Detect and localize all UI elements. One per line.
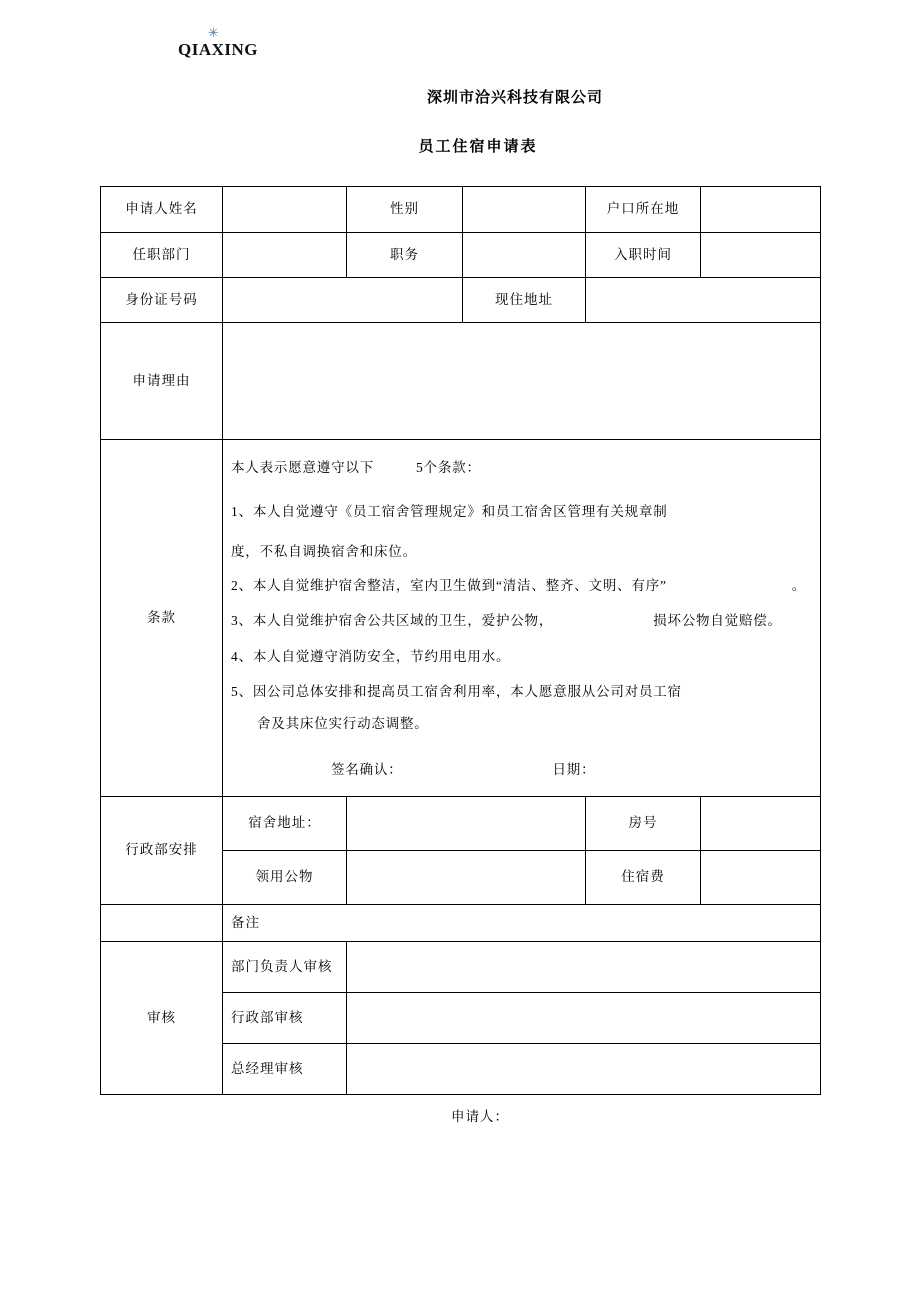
table-row-terms [101,440,821,797]
page-title: 员工住宿申请表 [418,139,538,155]
field-applicant-name[interactable] [223,187,347,233]
label-applicant-name: 申请人姓名 [101,187,223,233]
label-current-address: 现住地址 [463,278,586,323]
footer-applicant-label: 申请人： [451,1109,509,1124]
field-id-number[interactable] [223,278,463,323]
field-gender[interactable] [463,187,586,233]
label-position: 职务 [347,233,463,278]
label-remarks[interactable]: 备注 [223,905,821,942]
label-terms-section: 条款 [101,440,223,797]
term-item-3 [231,612,812,630]
terms-content [223,440,821,797]
label-admin-section: 行政部安排 [101,797,223,905]
table-row [101,323,821,440]
field-residence-place[interactable] [701,187,821,233]
label-application-reason: 申请理由 [101,323,223,440]
field-admin-dept-review[interactable] [347,993,821,1044]
label-admin-dept-review: 行政部审核 [223,993,347,1044]
star-icon: ✳ [208,26,219,41]
table-row [101,233,821,278]
table-row [101,797,821,851]
term-item-2-text: 2、本人自觉维护宿舍整洁，室内卫生做到“清洁、整齐、文明、有序” [231,578,667,594]
remarks-spacer [101,905,223,942]
label-residence-place: 户口所在地 [586,187,701,233]
term-item-1-line-2: 度，不私自调换宿舍和床位。 [231,543,417,559]
field-room-number[interactable] [701,797,821,851]
term-item-2 [231,577,812,595]
label-department: 任职部门 [101,233,223,278]
field-accommodation-fee[interactable] [701,851,821,905]
field-department[interactable] [223,233,347,278]
field-dorm-address[interactable] [347,797,586,851]
label-accommodation-fee: 住宿费 [586,851,701,905]
term-item-1-line-1: 1、本人自觉遵守《员工宿舍管理规定》和员工宿舍区管理有关规章制 [231,503,668,519]
term-item-4: 4、本人自觉遵守消防安全，节约用电用水。 [231,648,511,664]
term-item-5-line-2: 舍及其床位实行动态调整。 [257,716,429,732]
term-item-3-part-1: 3、本人自觉维护宿舍公共区域的卫生，爱护公物， [231,613,554,629]
label-issued-items: 领用公物 [223,851,347,905]
terms-intro [231,459,812,477]
company-logo [178,28,338,60]
label-dorm-address: 宿舍地址： [223,797,347,851]
field-current-address[interactable] [586,278,821,323]
field-application-reason[interactable] [223,323,821,440]
label-id-number: 身份证号码 [101,278,223,323]
field-general-manager-review[interactable] [347,1044,821,1095]
terms-intro-prefix: 本人表示愿意遵守以下 [231,459,374,475]
label-general-manager-review: 总经理审核 [223,1044,347,1095]
term-item-3-part-2: 损坏公物自觉赔偿。 [653,613,782,629]
field-department-head-review[interactable] [347,942,821,993]
term-item-5-line-1: 5、因公司总体安排和提高员工宿舍利用率，本人愿意服从公司对员工宿 [231,683,682,699]
label-entry-date: 入职时间 [586,233,701,278]
table-row [101,905,821,942]
logo-wordmark: QIAXING [178,40,259,59]
terms-intro-suffix: 5个条款： [416,459,481,475]
table-row [101,187,821,233]
signature-row [231,761,812,779]
label-department-head-review: 部门负责人审核 [223,942,347,993]
field-issued-items[interactable] [347,851,586,905]
label-gender: 性别 [347,187,463,233]
term-item-2-tail: 。 [791,578,806,594]
field-entry-date[interactable] [701,233,821,278]
date-label[interactable]: 日期： [552,762,596,778]
signature-label[interactable]: 签名确认： [331,762,403,778]
label-review-section: 审核 [101,942,223,1095]
table-row [101,942,821,993]
label-room-number: 房号 [586,797,701,851]
company-name: 深圳市洽兴科技有限公司 [426,90,603,106]
field-position[interactable] [463,233,586,278]
accommodation-application-table [100,186,821,1095]
table-row [101,278,821,323]
